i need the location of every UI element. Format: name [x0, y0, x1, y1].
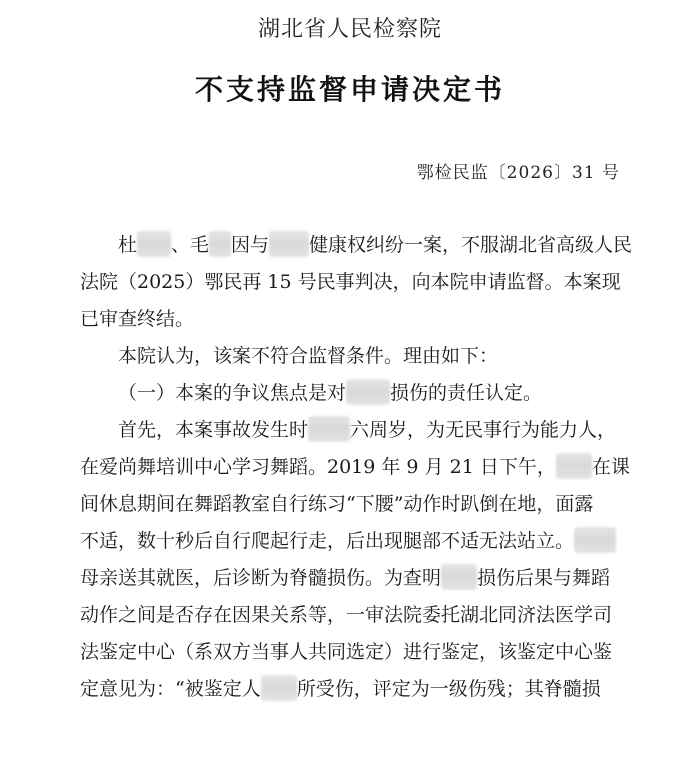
paragraph-line — [80, 227, 640, 264]
document-title: 不支持监督申请决定书 — [194, 73, 505, 106]
redacted-name — [556, 453, 592, 479]
paragraph-line: 动作之间是否存在因果关系等，一审法院委托湖北同济法医学司 — [80, 604, 613, 626]
paragraph-line — [80, 560, 640, 597]
text-segment: 在课 — [591, 456, 630, 478]
text-segment: 损伤的责任认定。 — [390, 382, 543, 404]
issuing-organization: 湖北省人民检察院 — [257, 17, 442, 42]
redacted-name — [137, 231, 171, 257]
text-segment: 杜 — [118, 234, 138, 256]
paragraph-line — [80, 375, 640, 412]
document-number: 鄂检民监〔2026〕31 号 — [416, 163, 620, 183]
redacted-name — [574, 527, 616, 553]
redacted-name — [441, 564, 477, 590]
redacted-name — [269, 231, 309, 257]
text-segment: （一）本案的争议焦点是对 — [118, 382, 347, 404]
paragraph-line: 间休息期间在舞蹈教室自行练习“下腰”动作时趴倒在地，面露 — [80, 493, 594, 515]
document-body — [80, 227, 640, 708]
paragraph-line: 法院（2025）鄂民再 15 号民事判决，向本院申请监督。本案现 — [80, 271, 621, 293]
paragraph-line — [80, 523, 640, 560]
text-segment: 母亲送其就医，后诊断为脊髓损伤。为查明 — [80, 567, 442, 589]
paragraph-line: 本院认为，该案不符合监督条件。理由如下： — [118, 345, 499, 367]
text-segment: 所受伤，评定为一级伤残；其脊髓损 — [296, 678, 601, 700]
text-segment: 不适，数十秒后自行爬起行走，后出现腿部不适无法站立。 — [80, 530, 575, 552]
paragraph-line: 法鉴定中心（系双方当事人共同选定）进行鉴定，该鉴定中心鉴 — [80, 641, 613, 663]
redacted-name — [346, 379, 390, 405]
text-segment: 因与 — [231, 234, 270, 256]
paragraph-line — [80, 412, 640, 449]
text-segment: 六周岁，为无民事行为能力人， — [350, 419, 617, 441]
text-segment: 、毛 — [171, 234, 210, 256]
paragraph-line — [80, 449, 640, 486]
text-segment: 在爱尚舞培训中心学习舞蹈。2019 年 9 月 21 日下午， — [80, 456, 556, 478]
text-segment: 首先，本案事故发生时 — [118, 419, 309, 441]
text-segment: 健康权纠纷一案，不服湖北省高级人民 — [309, 234, 633, 256]
redacted-name — [209, 231, 231, 257]
text-segment: 损伤后果与舞蹈 — [477, 567, 611, 589]
paragraph-line — [80, 671, 640, 708]
redacted-name — [261, 675, 297, 701]
redacted-name — [308, 416, 350, 442]
text-segment: 定意见为：“被鉴定人 — [80, 678, 261, 700]
paragraph-line: 已审查终结。 — [80, 308, 195, 330]
